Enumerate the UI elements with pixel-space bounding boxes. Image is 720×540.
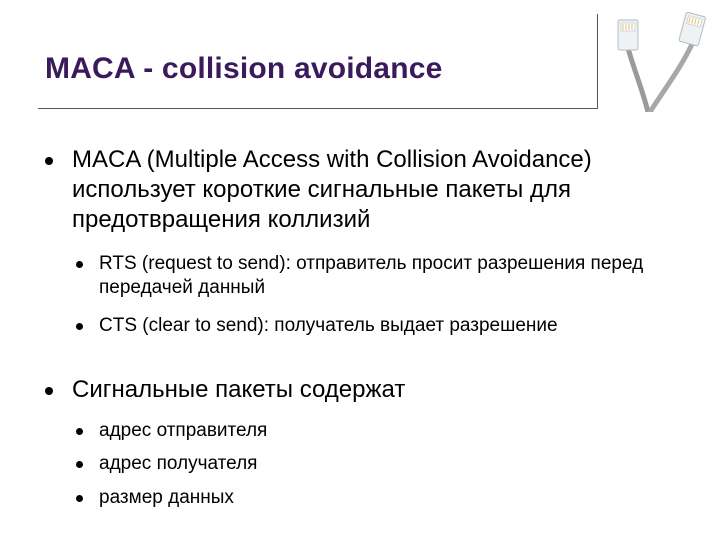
bullet-item bbox=[72, 145, 692, 235]
bullet-text: Сигнальные пакеты содержат bbox=[72, 376, 406, 403]
sub-bullet-text: адрес отправителя bbox=[99, 420, 268, 441]
bullet-icon bbox=[76, 428, 83, 435]
sub-bullet-text: размер данных bbox=[99, 487, 234, 508]
sub-bullet-item bbox=[99, 486, 659, 510]
sub-bullet-item bbox=[99, 314, 659, 338]
bullet-icon bbox=[76, 261, 83, 268]
sub-bullet-text: CTS (clear to send): получатель выдает разрешение bbox=[99, 315, 558, 336]
bullet-item bbox=[72, 375, 692, 405]
bullet-icon bbox=[76, 461, 83, 468]
bullet-text: MACA (Multiple Access with Collision Avoidance) использует короткие сигнальные пакеты для предотвращения коллизий bbox=[72, 146, 592, 233]
bullet-icon bbox=[45, 157, 53, 165]
bullet-icon bbox=[76, 495, 83, 502]
sub-bullet-item bbox=[99, 452, 659, 476]
sub-bullet-item bbox=[99, 252, 659, 300]
slide-title: MACA - collision avoidance bbox=[45, 52, 443, 85]
sub-bullet-text: RTS (request to send): отправитель просит разрешения перед передачей данный bbox=[99, 253, 644, 298]
sub-bullet-item bbox=[99, 419, 659, 443]
sub-bullet-text: адрес получателя bbox=[99, 453, 258, 474]
bullet-icon bbox=[76, 323, 83, 330]
bullet-icon bbox=[45, 387, 53, 395]
